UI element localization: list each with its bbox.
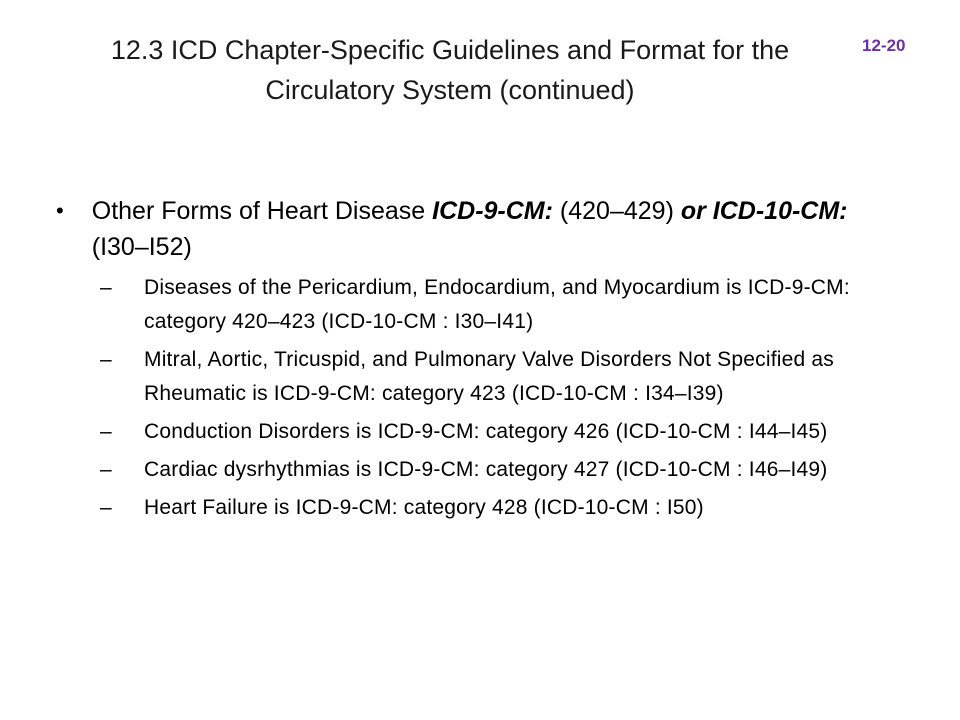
- dash-marker: –: [100, 496, 112, 519]
- icd9-label: ICD-9-CM:: [432, 197, 553, 225]
- sub-bullet-text: Conduction Disorders is ICD-9-CM: category 426 (ICD-10-CM : I44–I45): [144, 420, 828, 443]
- dash-marker: –: [100, 276, 112, 299]
- slide-content: [56, 193, 906, 529]
- bullet-marker: •: [56, 198, 64, 223]
- dash-marker: –: [100, 420, 112, 443]
- sub-bullet: [56, 415, 906, 449]
- icd10-label: or ICD-10-CM:: [680, 197, 848, 225]
- bullet-text-part-2: (420–429): [552, 197, 681, 225]
- sub-bullet-text: Diseases of the Pericardium, Endocardium, and Myocardium is ICD-9-CM: category 420–423 (ICD-10-CM : I30–I41): [144, 276, 850, 333]
- sub-bullet-text: Heart Failure is ICD-9-CM: category 428 (ICD-10-CM : I50): [144, 496, 704, 519]
- slide-number: 12-20: [862, 36, 906, 55]
- title-line-1: 12.3 ICD Chapter-Specific Guidelines and Format for the: [110, 35, 790, 65]
- main-bullet: [56, 193, 906, 265]
- bullet-text-part-1: Other Forms of Heart Disease: [91, 197, 433, 225]
- title-line-2: Circulatory System (continued): [265, 75, 635, 105]
- sub-bullet: [56, 491, 906, 525]
- slide-title: [60, 30, 840, 110]
- bullet-text-part-3: (I30–I52): [91, 233, 192, 261]
- dash-marker: –: [100, 348, 112, 371]
- sub-bullet: [56, 343, 906, 411]
- sub-bullet: [56, 453, 906, 487]
- sub-bullet: [56, 271, 906, 339]
- sub-bullet-list: [56, 271, 906, 525]
- main-bullet-text: [92, 193, 906, 265]
- sub-bullet-text: Mitral, Aortic, Tricuspid, and Pulmonary Valve Disorders Not Specified as Rheumatic is ICD-9-CM: category 423 (ICD-10-CM : I34–I39): [144, 348, 834, 405]
- dash-marker: –: [100, 458, 112, 481]
- sub-bullet-text: Cardiac dysrhythmias is ICD-9-CM: category 427 (ICD-10-CM : I46–I49): [144, 458, 828, 481]
